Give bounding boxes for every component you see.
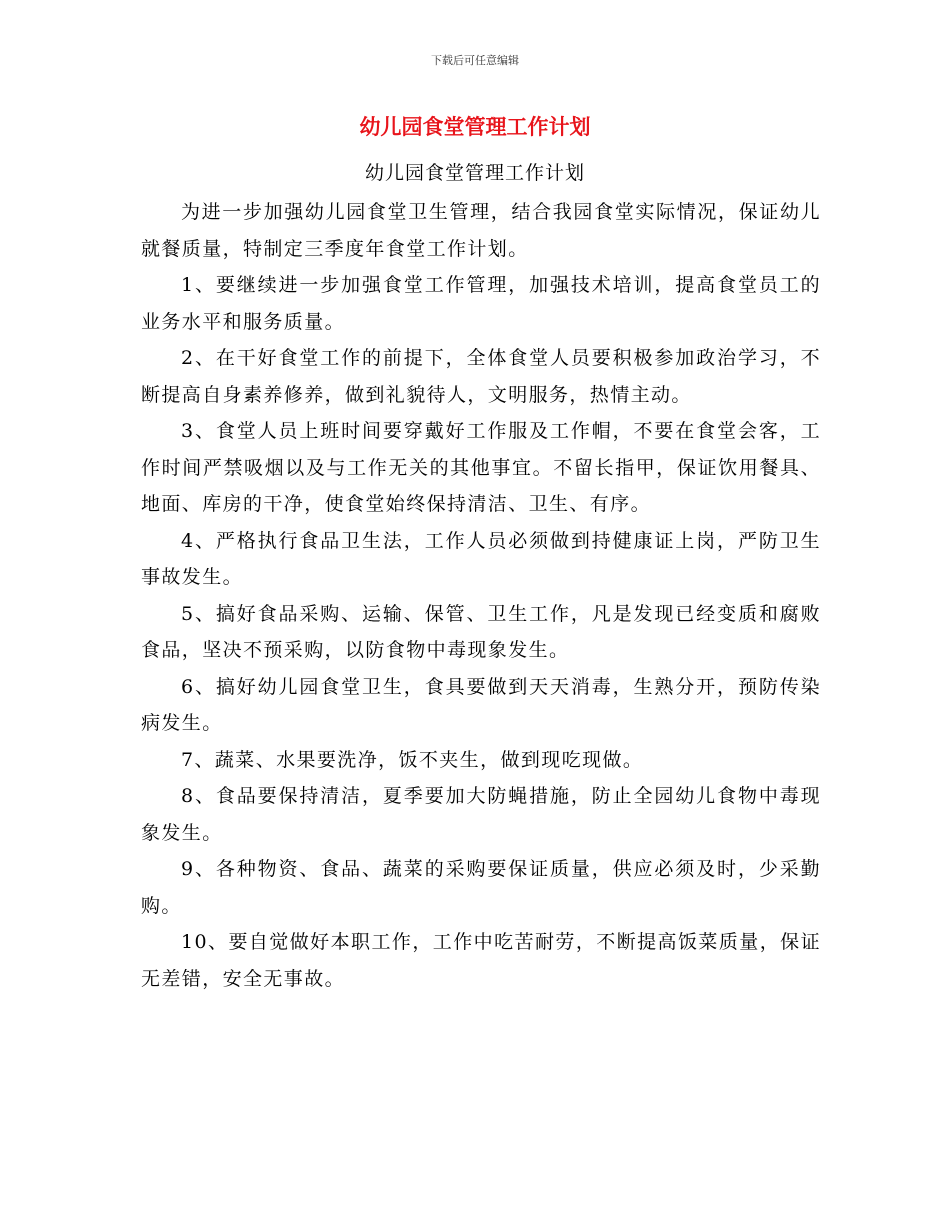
document-title: 幼儿园食堂管理工作计划 bbox=[359, 115, 591, 139]
paragraph-item-10: 10、要自觉做好本职工作，工作中吃苦耐劳，不断提高饭菜质量，保证无差错，安全无事故。 bbox=[141, 931, 821, 990]
paragraph-item-7: 7、蔬菜、水果要洗净，饭不夹生，做到现吃现做。 bbox=[181, 748, 644, 771]
paragraph-item-5: 5、搞好食品采购、运输、保管、卫生工作，凡是发现已经变质和腐败食品，坚决不预采购，以防食物中毒现象发生。 bbox=[141, 602, 821, 661]
paragraph-item-1: 1、要继续进一步加强食堂工作管理，加强技术培训，提高食堂员工的业务水平和服务质量。 bbox=[141, 274, 821, 333]
paragraph-item-3: 3、食堂人员上班时间要穿戴好工作服及工作帽，不要在食堂会客，工作时间严禁吸烟以及与工作无关的其他事宜。不留长指甲，保证饮用餐具、地面、库房的干净，使食堂始终保持清洁、卫生、有序。 bbox=[141, 420, 821, 515]
paragraph-item-6: 6、搞好幼儿园食堂卫生，食具要做到天天消毒，生熟分开，预防传染病发生。 bbox=[141, 675, 821, 734]
paragraph-item-8: 8、食品要保持清洁，夏季要加大防蝇措施，防止全园幼儿食物中毒现象发生。 bbox=[141, 785, 821, 844]
document-body bbox=[141, 194, 821, 997]
paragraph-intro: 为进一步加强幼儿园食堂卫生管理，结合我园食堂实际情况，保证幼儿就餐质量，特制定三季度年食堂工作计划。 bbox=[141, 201, 821, 260]
paragraph-item-4: 4、严格执行食品卫生法，工作人员必须做到持健康证上岗，严防卫生事故发生。 bbox=[141, 529, 821, 588]
document-subtitle: 幼儿园食堂管理工作计划 bbox=[364, 162, 585, 184]
header-note: 下载后可任意编辑 bbox=[431, 54, 519, 67]
paragraph-item-9: 9、各种物资、食品、蔬菜的采购要保证质量，供应必须及时，少采勤购。 bbox=[141, 858, 821, 917]
paragraph-item-2: 2、在干好食堂工作的前提下，全体食堂人员要积极参加政治学习，不断提高自身素养修养，做到礼貌待人，文明服务，热情主动。 bbox=[141, 347, 821, 406]
